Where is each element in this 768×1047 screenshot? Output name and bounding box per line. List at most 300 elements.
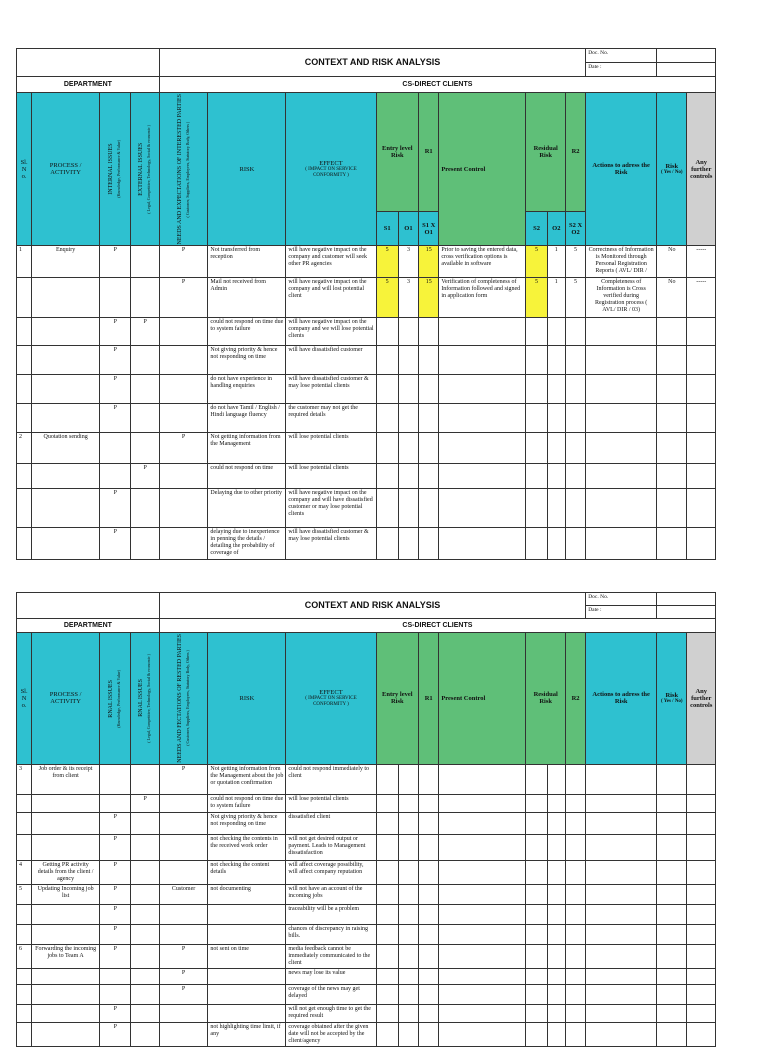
- cell-external: [131, 404, 159, 433]
- cell-s2: [526, 834, 547, 860]
- cell-risk-yes-no: [657, 904, 687, 924]
- table-row: [17, 346, 716, 375]
- cell-s1: [376, 346, 398, 375]
- cell-s1: [376, 884, 398, 904]
- cell-s1: [376, 1022, 398, 1046]
- header-further-controls: Any further controls: [687, 93, 716, 246]
- cell-r1: [419, 1004, 439, 1022]
- cell-needs: P: [159, 432, 208, 463]
- cell-r2: [565, 432, 585, 463]
- cell-present-control: [439, 968, 526, 984]
- cell-actions: [586, 968, 657, 984]
- cell-risk: could not respond on time due to system failure: [208, 317, 286, 346]
- cell-r2: [565, 834, 585, 860]
- cell-risk: Not giving priority & hence not responding on time: [208, 346, 286, 375]
- cell-o2: 1: [547, 278, 565, 317]
- cell-s2: [526, 404, 547, 433]
- cell-needs: [159, 1022, 208, 1046]
- cell-risk: [208, 904, 286, 924]
- cell-effect: traceability will be a problem: [286, 904, 376, 924]
- cell-r2: [565, 463, 585, 488]
- table-row: [17, 375, 716, 404]
- cell-sl-no: [17, 404, 32, 433]
- cell-effect: will lose potential clients: [286, 432, 376, 463]
- cell-actions: [586, 794, 657, 812]
- cell-o1: [398, 794, 418, 812]
- cell-r2: 5: [565, 278, 585, 317]
- cell-process: [32, 924, 100, 944]
- cell-process: [32, 1022, 100, 1046]
- cell-risk: [208, 984, 286, 1004]
- cell-risk-yes-no: [657, 884, 687, 904]
- cell-external: [131, 1004, 159, 1022]
- cell-r2: [565, 984, 585, 1004]
- cell-s1: 5: [376, 246, 398, 278]
- cell-o1: [398, 375, 418, 404]
- cell-s2: 5: [526, 278, 547, 317]
- cell-effect: will have negative impact on the company and will lost potential client: [286, 278, 376, 317]
- cell-o2: [547, 317, 565, 346]
- cell-risk-yes-no: [657, 794, 687, 812]
- cell-effect: coverage obtained after the given date will not be accepted by the client/agency: [286, 1022, 376, 1046]
- cell-sl-no: [17, 924, 32, 944]
- cell-r1: [419, 317, 439, 346]
- doc-no-value: [657, 49, 716, 63]
- header-s1: S1: [376, 211, 398, 246]
- cell-s2: [526, 968, 547, 984]
- cell-actions: [586, 488, 657, 527]
- cell-r1: [419, 924, 439, 944]
- table-row: [17, 884, 716, 904]
- table-row: [17, 317, 716, 346]
- cell-actions: [586, 432, 657, 463]
- cell-process: [32, 527, 100, 559]
- table-row: [17, 944, 716, 968]
- cell-present-control: [439, 317, 526, 346]
- cell-o1: [398, 812, 418, 834]
- cell-present-control: Verification of completeness of Information followed and signed in application form: [439, 278, 526, 317]
- cell-further-controls: [687, 904, 716, 924]
- header-s2xo2: S2 X O2: [565, 211, 585, 246]
- cell-s2: [526, 924, 547, 944]
- cell-effect: will have negative impact on the company and we will lose potential clients: [286, 317, 376, 346]
- cell-s1: [376, 834, 398, 860]
- cell-effect: dissatisfied client: [286, 812, 376, 834]
- cell-risk: Not getting information from the Management about the job or quotation confirmation: [208, 764, 286, 794]
- cell-process: [32, 488, 100, 527]
- cell-o2: [547, 794, 565, 812]
- header-present-control: Present Control: [439, 93, 526, 246]
- cell-r2: [565, 904, 585, 924]
- cell-s1: [376, 527, 398, 559]
- cell-internal: [100, 463, 131, 488]
- cell-effect: will have negative impact on the company and will have dissatisfied customer or may lose potential clients: [286, 488, 376, 527]
- cell-sl-no: [17, 812, 32, 834]
- cell-external: [131, 924, 159, 944]
- cell-actions: [586, 375, 657, 404]
- cell-effect: could not respond immediately to client: [286, 764, 376, 794]
- cell-sl-no: [17, 794, 32, 812]
- cell-risk-yes-no: [657, 1022, 687, 1046]
- cell-o2: [547, 984, 565, 1004]
- cell-o2: [547, 404, 565, 433]
- table-row: [17, 968, 716, 984]
- cell-actions: [586, 346, 657, 375]
- cell-r1: [419, 375, 439, 404]
- cell-risk-yes-no: [657, 968, 687, 984]
- cell-s2: [526, 860, 547, 884]
- logo-cell: [17, 49, 160, 77]
- header-external-issues: RNAL ISSUES ( Legal, Competitive, Technology, Social & economic ): [131, 633, 159, 765]
- cell-external: [131, 432, 159, 463]
- cell-r1: [419, 346, 439, 375]
- cell-o1: [398, 834, 418, 860]
- cell-present-control: [439, 984, 526, 1004]
- cell-internal: P: [100, 346, 131, 375]
- cell-risk: Delaying due to other priority: [208, 488, 286, 527]
- cell-sl-no: [17, 375, 32, 404]
- cell-needs: [159, 794, 208, 812]
- cell-effect: news may lose its value: [286, 968, 376, 984]
- cell-o2: [547, 924, 565, 944]
- cell-o2: [547, 346, 565, 375]
- table-row: [17, 984, 716, 1004]
- cell-further-controls: [687, 924, 716, 944]
- cell-process: [32, 794, 100, 812]
- cell-r1: [419, 1022, 439, 1046]
- cell-present-control: [439, 404, 526, 433]
- cell-actions: [586, 463, 657, 488]
- cell-present-control: [439, 527, 526, 559]
- cell-sl-no: [17, 984, 32, 1004]
- cell-present-control: [439, 346, 526, 375]
- cell-o2: 1: [547, 246, 565, 278]
- cell-risk: could not respond on time due to system failure: [208, 794, 286, 812]
- table-row: [17, 904, 716, 924]
- cell-external: [131, 944, 159, 968]
- cell-s2: [526, 488, 547, 527]
- header-r2: R2: [565, 93, 585, 212]
- cell-external: [131, 968, 159, 984]
- cell-s2: [526, 1004, 547, 1022]
- cell-present-control: [439, 1004, 526, 1022]
- cell-further-controls: [687, 317, 716, 346]
- cell-sl-no: [17, 527, 32, 559]
- cell-further-controls: [687, 1004, 716, 1022]
- cell-s2: 5: [526, 246, 547, 278]
- cell-actions: [586, 904, 657, 924]
- cell-present-control: [439, 904, 526, 924]
- cell-risk-yes-no: [657, 432, 687, 463]
- cell-s2: [526, 527, 547, 559]
- risk-analysis-sheet-1: [16, 48, 716, 560]
- cell-actions: [586, 944, 657, 968]
- cell-sl-no: [17, 834, 32, 860]
- cell-external: [131, 527, 159, 559]
- cell-risk: [208, 924, 286, 944]
- cell-s2: [526, 944, 547, 968]
- cell-further-controls: [687, 488, 716, 527]
- cell-r1: [419, 860, 439, 884]
- cell-effect: will affect coverage possibility, will affect company reputation: [286, 860, 376, 884]
- cell-external: [131, 860, 159, 884]
- cell-process: [32, 404, 100, 433]
- cell-s2: [526, 1022, 547, 1046]
- cell-present-control: [439, 812, 526, 834]
- cell-s1: [376, 1004, 398, 1022]
- header-residual-risk: Residual Risk: [526, 93, 565, 212]
- cell-further-controls: [687, 1022, 716, 1046]
- cell-present-control: [439, 860, 526, 884]
- cell-external: [131, 984, 159, 1004]
- doc-no-label: Doc. No.: [586, 593, 657, 606]
- cell-risk-yes-no: [657, 834, 687, 860]
- cell-present-control: [439, 944, 526, 968]
- table-row: [17, 527, 716, 559]
- cell-needs: [159, 404, 208, 433]
- cell-o1: [398, 488, 418, 527]
- header-sl-no: Sl. N o.: [17, 93, 32, 246]
- cell-needs: [159, 317, 208, 346]
- cell-s1: [376, 404, 398, 433]
- cell-further-controls: [687, 860, 716, 884]
- cell-present-control: [439, 432, 526, 463]
- cell-o2: [547, 375, 565, 404]
- cell-risk-yes-no: [657, 924, 687, 944]
- cell-risk: not sent on time: [208, 944, 286, 968]
- cell-present-control: [439, 834, 526, 860]
- cell-effect: will have dissatisfied customer & may lose potential clients: [286, 375, 376, 404]
- cell-needs: [159, 1004, 208, 1022]
- header-r1: R1: [419, 93, 439, 212]
- cell-internal: [100, 984, 131, 1004]
- cell-o2: [547, 968, 565, 984]
- cell-s2: [526, 794, 547, 812]
- cell-present-control: [439, 884, 526, 904]
- department-value: CS-DIRECT CLIENTS: [159, 619, 715, 633]
- cell-risk: could not respond on time: [208, 463, 286, 488]
- cell-sl-no: 3: [17, 764, 32, 794]
- header-sl-no: Sl. N o.: [17, 633, 32, 765]
- cell-risk: do not have Tamil / English / Hindi language fluency: [208, 404, 286, 433]
- cell-r1: [419, 404, 439, 433]
- cell-r2: [565, 968, 585, 984]
- cell-o1: [398, 968, 418, 984]
- cell-further-controls: [687, 794, 716, 812]
- cell-process: [32, 375, 100, 404]
- cell-actions: [586, 317, 657, 346]
- cell-actions: Completeness of Information is Cross verified during Registration process ( AVL/ DIR / 03): [586, 278, 657, 317]
- header-internal-issues: RNAL ISSUES (Knowledge, Performance & Value): [100, 633, 131, 765]
- cell-risk-yes-no: [657, 463, 687, 488]
- cell-o1: [398, 984, 418, 1004]
- cell-s1: [376, 317, 398, 346]
- cell-sl-no: [17, 463, 32, 488]
- cell-o1: [398, 860, 418, 884]
- cell-s1: [376, 488, 398, 527]
- cell-o1: [398, 1004, 418, 1022]
- header-r1: R1: [419, 633, 439, 765]
- cell-sl-no: 1: [17, 246, 32, 278]
- cell-needs: [159, 346, 208, 375]
- cell-r1: [419, 834, 439, 860]
- cell-effect: will have dissatisfied customer & may lose potential clients: [286, 527, 376, 559]
- cell-s1: [376, 794, 398, 812]
- cell-r1: [419, 488, 439, 527]
- cell-r1: 15: [419, 278, 439, 317]
- cell-o1: [398, 1022, 418, 1046]
- cell-process: Job order & its receipt from client: [32, 764, 100, 794]
- cell-internal: P: [100, 884, 131, 904]
- cell-o2: [547, 884, 565, 904]
- doc-no-value: [657, 593, 716, 606]
- header-present-control: Present Control: [439, 633, 526, 765]
- cell-s1: [376, 924, 398, 944]
- cell-needs: Customer: [159, 884, 208, 904]
- table-row: [17, 860, 716, 884]
- cell-effect: media feedback cannot be immediately communicated to the client: [286, 944, 376, 968]
- cell-effect: will have negative impact on the company and customer will seek other PR agencies: [286, 246, 376, 278]
- cell-actions: [586, 1022, 657, 1046]
- cell-internal: P: [100, 317, 131, 346]
- cell-risk: not highlighting time limit, if any: [208, 1022, 286, 1046]
- header-needs-expectations: NEEDS AND FECTATIONS OF RESTED PARTIES ( Customer, Suppliers, Employees, Statutory Body, Others ): [159, 633, 208, 765]
- cell-actions: [586, 884, 657, 904]
- cell-actions: [586, 812, 657, 834]
- cell-internal: P: [100, 904, 131, 924]
- cell-internal: P: [100, 1004, 131, 1022]
- cell-needs: P: [159, 246, 208, 278]
- date-value: [657, 606, 716, 619]
- cell-external: [131, 246, 159, 278]
- cell-effect: will lose potential clients: [286, 463, 376, 488]
- cell-o2: [547, 488, 565, 527]
- cell-risk: [208, 1004, 286, 1022]
- department-value: CS-DIRECT CLIENTS: [159, 77, 715, 93]
- table-row: [17, 924, 716, 944]
- cell-further-controls: [687, 968, 716, 984]
- cell-process: Updating Incoming job list: [32, 884, 100, 904]
- cell-r2: [565, 1022, 585, 1046]
- cell-needs: [159, 463, 208, 488]
- cell-internal: P: [100, 404, 131, 433]
- cell-s2: [526, 812, 547, 834]
- cell-sl-no: [17, 278, 32, 317]
- cell-actions: [586, 1004, 657, 1022]
- cell-internal: P: [100, 527, 131, 559]
- cell-r2: [565, 346, 585, 375]
- cell-external: [131, 346, 159, 375]
- header-risk-yes-no: Risk ( Yes / No): [657, 633, 687, 765]
- cell-internal: [100, 764, 131, 794]
- cell-actions: [586, 924, 657, 944]
- cell-risk-yes-no: [657, 317, 687, 346]
- cell-r1: [419, 884, 439, 904]
- cell-o2: [547, 432, 565, 463]
- cell-o1: [398, 764, 418, 794]
- cell-r1: 15: [419, 246, 439, 278]
- cell-further-controls: [687, 812, 716, 834]
- header-s1xo1: S1 X O1: [419, 211, 439, 246]
- cell-r1: [419, 764, 439, 794]
- cell-r1: [419, 944, 439, 968]
- cell-sl-no: 4: [17, 860, 32, 884]
- header-needs-expectations: NEEDS AND EXPECTATIONS OF INTERESTED PARTIES ( Customer, Suppliers, Employees, Statutory Body, Others ): [159, 93, 208, 246]
- cell-risk-yes-no: [657, 984, 687, 1004]
- cell-r2: [565, 404, 585, 433]
- cell-present-control: [439, 764, 526, 794]
- table-row: [17, 246, 716, 278]
- table-row: [17, 812, 716, 834]
- table-row: [17, 1004, 716, 1022]
- cell-further-controls: [687, 463, 716, 488]
- cell-r1: [419, 794, 439, 812]
- header-process: PROCESS / ACTIVITY: [32, 633, 100, 765]
- cell-o1: [398, 884, 418, 904]
- department-label: DEPARTMENT: [17, 77, 160, 93]
- cell-r2: [565, 860, 585, 884]
- cell-external: [131, 278, 159, 317]
- cell-r2: [565, 884, 585, 904]
- header-s2: S2: [526, 211, 547, 246]
- cell-needs: P: [159, 944, 208, 968]
- cell-process: Enquiry: [32, 246, 100, 278]
- cell-external: [131, 488, 159, 527]
- cell-o1: [398, 527, 418, 559]
- cell-effect: the customer may not get the required details: [286, 404, 376, 433]
- cell-sl-no: [17, 1004, 32, 1022]
- cell-risk: Mail not received from Admin: [208, 278, 286, 317]
- table-row: [17, 834, 716, 860]
- cell-actions: Correctness of Information is Monitored through Personal Registration Reports ( AVL/ DIR /: [586, 246, 657, 278]
- cell-s1: [376, 432, 398, 463]
- cell-actions: [586, 860, 657, 884]
- cell-o2: [547, 812, 565, 834]
- cell-further-controls: [687, 984, 716, 1004]
- date-label: Date :: [586, 606, 657, 619]
- cell-effect: coverage of the news may get delayed: [286, 984, 376, 1004]
- cell-o2: [547, 527, 565, 559]
- date-value: [657, 63, 716, 77]
- table-row: [17, 1022, 716, 1046]
- cell-actions: [586, 764, 657, 794]
- cell-further-controls: [687, 944, 716, 968]
- cell-needs: [159, 904, 208, 924]
- cell-r2: [565, 944, 585, 968]
- cell-risk-yes-no: [657, 404, 687, 433]
- cell-r2: 5: [565, 246, 585, 278]
- cell-process: Forwarding the incoming jobs to Team A: [32, 944, 100, 968]
- cell-internal: [100, 968, 131, 984]
- cell-external: P: [131, 317, 159, 346]
- header-residual-risk: Residual Risk: [526, 633, 565, 765]
- cell-process: [32, 812, 100, 834]
- cell-effect: will have dissatisfied customer: [286, 346, 376, 375]
- cell-risk: not checking the content details: [208, 860, 286, 884]
- cell-o1: [398, 463, 418, 488]
- cell-s1: [376, 984, 398, 1004]
- cell-needs: P: [159, 278, 208, 317]
- cell-further-controls: [687, 764, 716, 794]
- cell-sl-no: [17, 317, 32, 346]
- cell-r1: [419, 984, 439, 1004]
- header-risk-yes-no: Risk ( Yes / No): [657, 93, 687, 246]
- cell-r1: [419, 812, 439, 834]
- cell-actions: [586, 984, 657, 1004]
- cell-o1: [398, 924, 418, 944]
- table-row: [17, 404, 716, 433]
- cell-process: [32, 346, 100, 375]
